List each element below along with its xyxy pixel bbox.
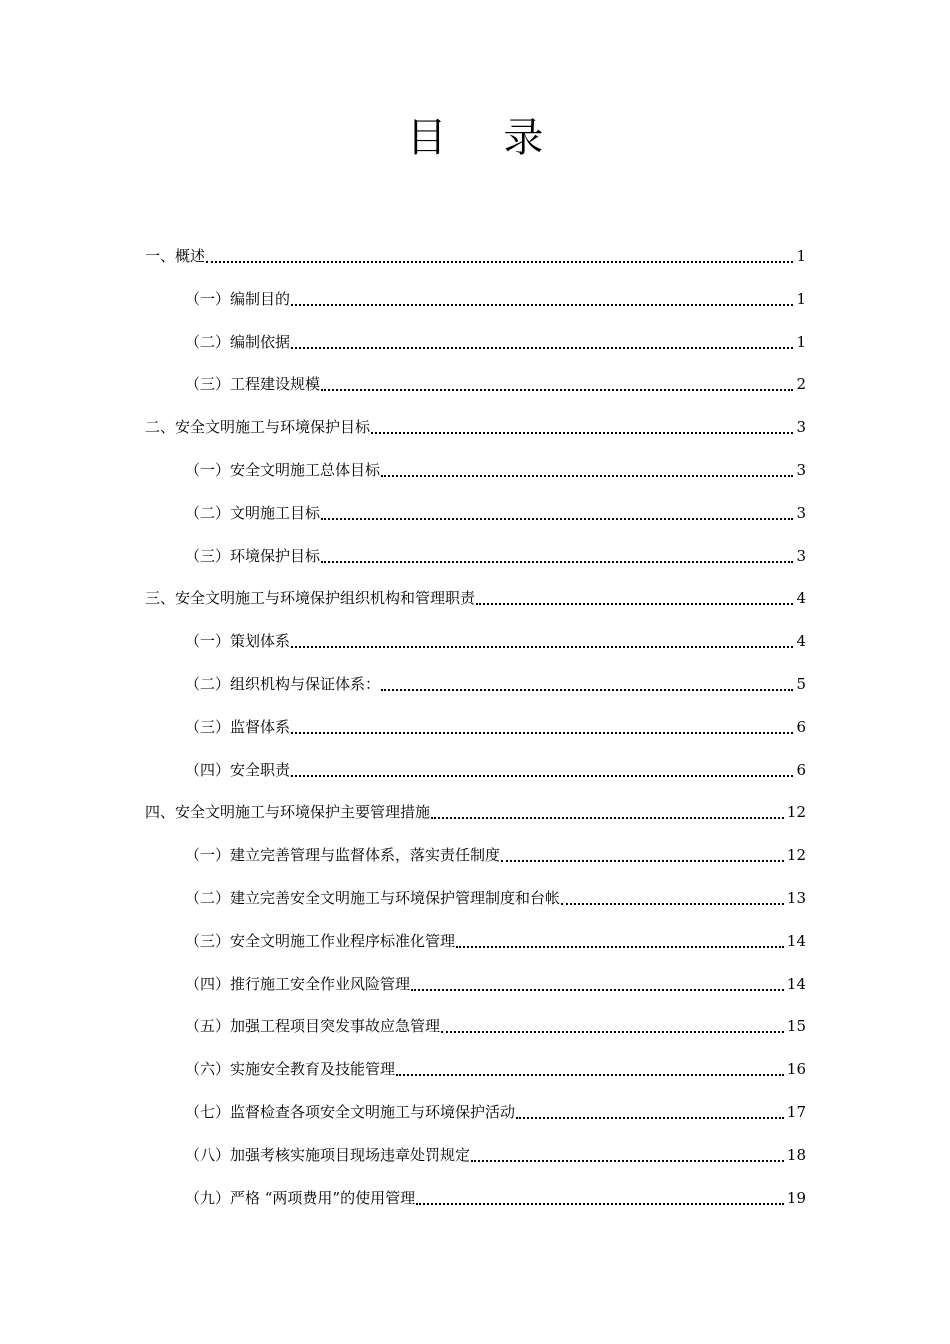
toc-entry-page-number: 4 [796, 589, 806, 607]
toc-entry-page-number: 1 [796, 247, 806, 265]
toc-entry-label: （六）实施安全教育及技能管理 [185, 1060, 396, 1078]
toc-entry-page-number: 2 [796, 375, 806, 393]
toc-entry[interactable] [185, 1143, 806, 1167]
toc-entry-label: （一）编制目的 [185, 290, 291, 308]
toc-entry-label: （一）建立完善管理与监督体系，落实责任制度 [185, 846, 501, 864]
toc-entry-page-number: 15 [786, 1017, 806, 1035]
page-title: 目 录 [406, 115, 566, 161]
toc-entry-page-number: 1 [796, 290, 806, 308]
toc-entry[interactable] [185, 1014, 806, 1038]
toc-entry[interactable] [185, 758, 806, 782]
toc-dot-leader [456, 946, 784, 948]
toc-dot-leader [431, 817, 784, 819]
toc-entry-page-number: 5 [796, 675, 806, 693]
toc-entry-label: （一）安全文明施工总体目标 [185, 461, 381, 479]
toc-entry-label: （二）文明施工目标 [185, 504, 321, 522]
toc-entry[interactable] [145, 586, 806, 610]
toc-entry-label: （三）工程建设规模 [185, 375, 321, 393]
toc-entry-page-number: 3 [796, 461, 806, 479]
toc-entry-page-number: 16 [786, 1060, 806, 1078]
toc-entry[interactable] [185, 715, 806, 739]
toc-entry[interactable] [185, 372, 806, 396]
toc-dot-leader [381, 475, 793, 477]
toc-entry-label: 二、安全文明施工与环境保护目标 [145, 418, 371, 436]
toc-dot-leader [321, 561, 793, 563]
toc-entry-page-number: 17 [786, 1103, 806, 1121]
toc-entry-label: 一、概述 [145, 247, 206, 265]
toc-entry-page-number: 4 [796, 632, 806, 650]
toc-dot-leader [471, 1160, 784, 1162]
toc-entry-label: （二）编制依据 [185, 333, 291, 351]
toc-entry[interactable] [185, 501, 806, 525]
toc-entry[interactable] [185, 287, 806, 311]
toc-entry[interactable] [185, 672, 806, 696]
toc-entry[interactable] [185, 972, 806, 996]
toc-entry-label: （三）安全文明施工作业程序标准化管理 [185, 932, 456, 950]
toc-entry-label: （八）加强考核实施项目现场违章处罚规定 [185, 1146, 471, 1164]
toc-entry[interactable] [185, 1100, 806, 1124]
toc-dot-leader [291, 646, 793, 648]
toc-entry-label: 四、安全文明施工与环境保护主要管理措施 [145, 803, 431, 821]
toc-dot-leader [501, 860, 784, 862]
toc-entry-label: （二）建立完善安全文明施工与环境保护管理制度和台帐 [185, 889, 561, 907]
toc-entry-page-number: 6 [796, 718, 806, 736]
toc-entry[interactable] [185, 629, 806, 653]
toc-entry-page-number: 3 [796, 504, 806, 522]
toc-dot-leader [371, 432, 793, 434]
toc-dot-leader [416, 1203, 784, 1205]
toc-entry-page-number: 6 [796, 761, 806, 779]
toc-entry-label: （四）安全职责 [185, 761, 291, 779]
toc-entry-label: （三）环境保护目标 [185, 547, 321, 565]
toc-dot-leader [411, 989, 784, 991]
toc-entry-label: （五）加强工程项目突发事故应急管理 [185, 1017, 441, 1035]
toc-entry-page-number: 14 [786, 975, 806, 993]
toc-dot-leader [476, 603, 793, 605]
toc-dot-leader [291, 732, 793, 734]
toc-entry-label: （九）严格 “两项费用”的使用管理 [185, 1189, 416, 1207]
toc-dot-leader [291, 775, 793, 777]
toc-entry[interactable] [145, 800, 806, 824]
toc-entry[interactable] [145, 244, 806, 268]
toc-entry-page-number: 13 [786, 889, 806, 907]
toc-entry[interactable] [185, 544, 806, 568]
toc-entry-page-number: 12 [786, 846, 806, 864]
toc-dot-leader [396, 1074, 784, 1076]
toc-entry[interactable] [185, 1057, 806, 1081]
toc-entry[interactable] [145, 415, 806, 439]
toc-entry-page-number: 18 [786, 1146, 806, 1164]
toc-entry[interactable] [185, 458, 806, 482]
toc-entry-label: （二）组织机构与保证体系： [185, 675, 381, 693]
toc-entry[interactable] [185, 330, 806, 354]
toc-dot-leader [291, 304, 793, 306]
toc-entry-label: （一）策划体系 [185, 632, 291, 650]
toc-entry[interactable] [185, 929, 806, 953]
toc-dot-leader [516, 1117, 784, 1119]
toc-dot-leader [206, 261, 793, 263]
toc-entry-page-number: 12 [786, 803, 806, 821]
toc-dot-leader [441, 1031, 784, 1033]
toc-entry-page-number: 1 [796, 333, 806, 351]
toc-entry-page-number: 3 [796, 547, 806, 565]
toc-entry-label: （四）推行施工安全作业风险管理 [185, 975, 411, 993]
toc-entry[interactable] [185, 886, 806, 910]
toc-entry-page-number: 14 [786, 932, 806, 950]
toc-dot-leader [321, 518, 793, 520]
toc-dot-leader [291, 347, 793, 349]
toc-entry[interactable] [185, 1186, 806, 1210]
toc-entry-label: （七）监督检查各项安全文明施工与环境保护活动 [185, 1103, 516, 1121]
toc-entry[interactable] [185, 843, 806, 867]
toc-dot-leader [321, 389, 793, 391]
toc-dot-leader [561, 903, 784, 905]
toc-dot-leader [381, 689, 793, 691]
toc-entry-label: 三、安全文明施工与环境保护组织机构和管理职责 [145, 589, 476, 607]
toc-entry-label: （三）监督体系 [185, 718, 291, 736]
toc-entry-page-number: 19 [786, 1189, 806, 1207]
toc-entry-page-number: 3 [796, 418, 806, 436]
